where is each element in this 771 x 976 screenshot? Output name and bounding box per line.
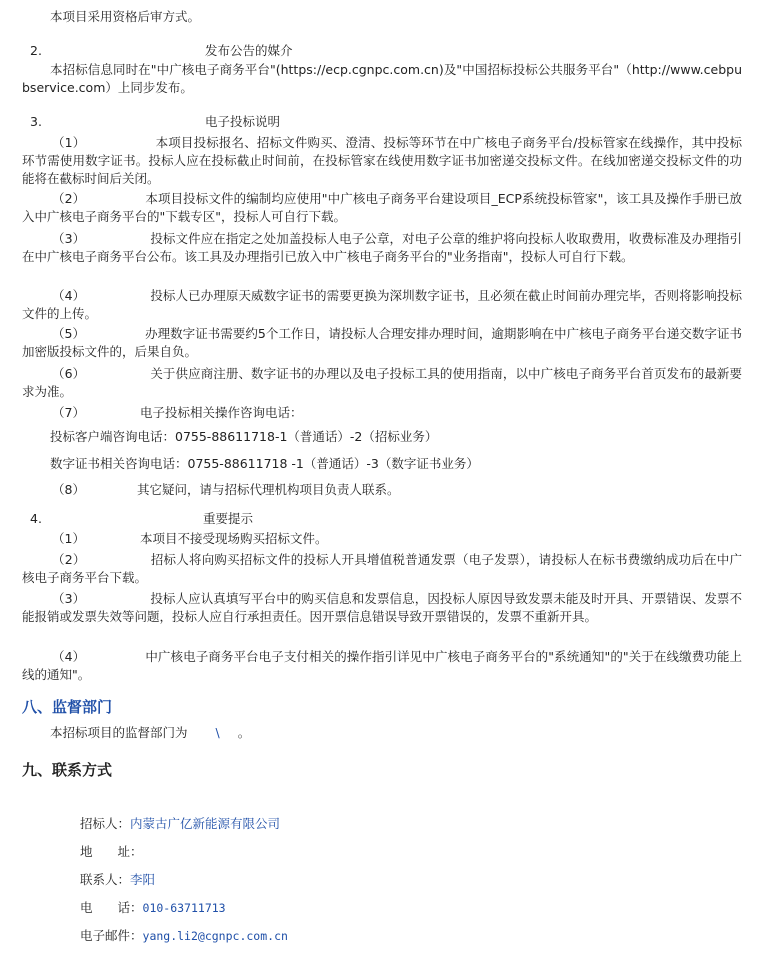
- item-text: 投标人已办理原天威数字证书的需要更换为深圳数字证书，且必须在截止时间前办理完毕，否则将影响投标文件的上传。: [22, 288, 742, 321]
- item-number: （3）: [52, 231, 86, 246]
- intro-text: 本项目采用资格后审方式。: [50, 9, 201, 24]
- contact-label: 联系人：: [80, 872, 131, 887]
- item-number: （6）: [52, 366, 86, 381]
- item-text: 招标人将向购买招标文件的投标人开具增值税普通发票（电子发票），请投标人在标书费缴纳成功后在中广核电子商务平台下载。: [22, 552, 742, 585]
- item-number: （2）: [52, 191, 86, 206]
- contact-value: 内蒙古广亿新能源有限公司: [130, 816, 281, 831]
- section-4-title: 重要提示: [203, 511, 254, 526]
- section-3-item-5: [22, 325, 742, 361]
- section-3-item-4: [22, 287, 742, 323]
- contact-label: 地 址：: [80, 844, 143, 859]
- item-text: 其它疑问，请与招标代理机构项目负责人联系。: [136, 482, 400, 497]
- section-2-title: 发布公告的媒介: [205, 43, 293, 58]
- contact-label: 招标人：: [80, 816, 131, 831]
- section-3-item-6: [22, 365, 742, 401]
- section-3-item-8: [52, 481, 399, 499]
- section-3-title: 电子投标说明: [205, 114, 281, 129]
- supervision-line: [50, 724, 250, 742]
- item-text: 本项目投标报名、招标文件购买、澄清、投标等环节在中广核电子商务平台/投标管家在线操作，其中投标环节需使用数字证书。投标人应在投标截止时间前，在投标管家在线使用数字证书加密递交投标文件。在线加密递交投标文件的功能将在截标时间后关闭。: [22, 135, 743, 186]
- contact-person: [80, 871, 155, 889]
- item-number: （8）: [52, 482, 85, 497]
- item-text: 投标人应认真填写平台中的购买信息和发票信息，因投标人原因导致发票未能及时开具、开票错误、发票不能报销或发票失效等问题，投标人应自行承担责任。因开票信息错误导致开票错误的，发票不重新开具。: [22, 591, 742, 624]
- contact-phone: [80, 899, 226, 917]
- email-link[interactable]: yang.li2@cgnpc.com.cn: [142, 929, 288, 943]
- section-3-item-7: [52, 404, 302, 422]
- supervision-value: \: [215, 725, 220, 740]
- item-number: （4）: [52, 649, 86, 664]
- contact-label: 电 话：: [80, 900, 143, 915]
- section-3-item-2: [22, 190, 742, 226]
- section-4-item-1: [52, 530, 327, 548]
- section-3-number: 3.: [30, 114, 42, 129]
- section-2-text: 本招标信息同时在"中广核电子商务平台"(https://ecp.cgnpc.com.cn)及"中国招标投标公共服务平台"（http://www.cebpubservice.com）上同步发布。: [22, 62, 742, 95]
- section-4-item-3: [22, 590, 742, 626]
- item-number: （5）: [52, 326, 86, 341]
- section-8-heading: 八、监督部门: [22, 698, 113, 716]
- item-number: （2）: [52, 552, 86, 567]
- section-4-number: 4.: [30, 511, 42, 526]
- contact-tenderer: [80, 815, 280, 833]
- contact-value: 李阳: [130, 872, 156, 887]
- item-text: 本项目不接受现场购买招标文件。: [139, 531, 328, 546]
- item-number: （1）: [52, 135, 86, 150]
- supervision-end: 。: [237, 725, 251, 740]
- section-2-number: 2.: [30, 43, 42, 58]
- item-text: 办理数字证书需要约5个工作日，请投标人合理安排办理时间，逾期影响在中广核电子商务平台递交数字证书加密版投标文件的，后果自负。: [22, 326, 742, 359]
- section-4-item-4: [22, 648, 742, 684]
- phone-certificate-consult: 数字证书相关咨询电话：0755-88611718 -1（普通话）-3（数字证书业务）: [50, 456, 479, 471]
- contact-value: 010-63711713: [142, 901, 226, 915]
- supervision-label: 本招标项目的监督部门为: [50, 725, 188, 740]
- contact-email: [80, 927, 288, 945]
- item-number: （7）: [52, 405, 85, 420]
- item-number: （1）: [52, 531, 85, 546]
- item-text: 电子投标相关操作咨询电话：: [139, 405, 303, 420]
- section-3-item-3: [22, 230, 742, 266]
- item-number: （3）: [52, 591, 86, 606]
- section-3-item-1: [22, 134, 742, 188]
- item-text: 投标文件应在指定之处加盖投标人电子公章，对电子公章的维护将向投标人收取费用，收费标准及办理指引在中广核电子商务平台公布。该工具及办理指引已放入中广核电子商务平台的"业务指南"，投标人可自行下载。: [22, 231, 742, 264]
- contact-label: 电子邮件：: [80, 928, 143, 943]
- section-4-item-2: [22, 551, 742, 587]
- item-number: （4）: [52, 288, 86, 303]
- item-text: 本项目投标文件的编制均应使用"中广核电子商务平台建设项目_ECP系统投标管家"，该工具及操作手册已放入中广核电子商务平台的"下载专区"，投标人可自行下载。: [22, 191, 742, 224]
- phone-client-consult: 投标客户端咨询电话：0755-88611718-1（普通话）-2（招标业务）: [50, 429, 438, 444]
- item-text: 关于供应商注册、数字证书的办理以及电子投标工具的使用指南，以中广核电子商务平台首页发布的最新要求为准。: [22, 366, 742, 399]
- item-text: 中广核电子商务平台电子支付相关的操作指引详见中广核电子商务平台的"系统通知"的"关于在线缴费功能上线的通知"。: [22, 649, 742, 682]
- section-9-heading: 九、联系方式: [22, 761, 113, 779]
- contact-address: [80, 843, 143, 861]
